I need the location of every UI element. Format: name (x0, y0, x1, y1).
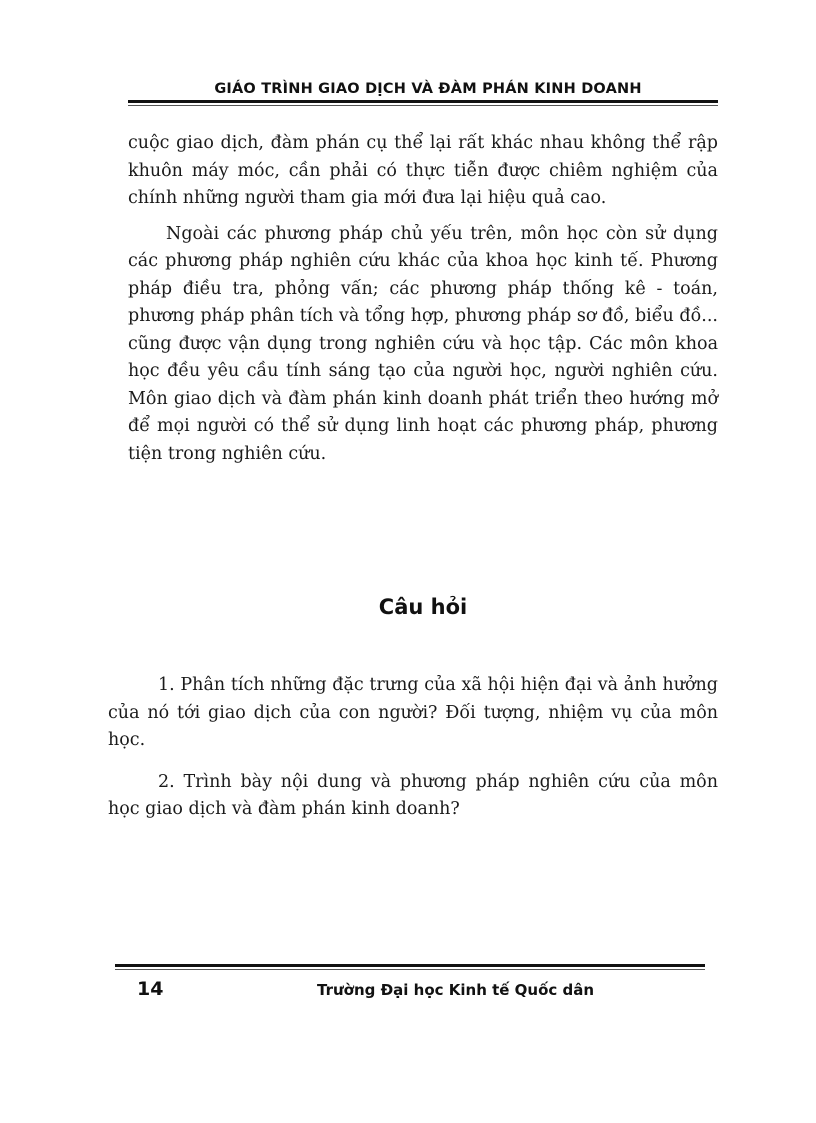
footer-school-name: Trường Đại học Kinh tế Quốc dân (317, 981, 595, 999)
header-rule (128, 100, 718, 103)
page-header (128, 80, 718, 106)
questions-list (108, 672, 718, 838)
page-number: 14 (137, 978, 164, 1000)
header-rule-thin (128, 105, 718, 106)
question-item: 1. Phân tích những đặc trưng của xã hội hiện đại và ảnh hưởng của nó tới giao dịch của con người? Đối tượng, nhiệm vụ của môn học. (108, 675, 718, 750)
paragraph: Ngoài các phương pháp chủ yếu trên, môn học còn sử dụng các phương pháp nghiên cứu khác của khoa học kinh tế. Phương pháp điều tra, phỏng vấn; các phương pháp thống kê - toán, phương pháp phân tích và tổng hợp, phương pháp sơ đồ, biểu đồ... cũng được vận dụng trong nghiên cứu và học tập. Các môn khoa học đều yêu cầu tính sáng tạo của người học, người nghiên cứu. Môn giao dịch và đàm phán kinh doanh phát triển theo hướng mở để mọi người có thể sử dụng linh hoạt các phương pháp, phương tiện trong nghiên cứu. (128, 223, 718, 464)
page-footer (115, 964, 705, 1000)
question-item: 2. Trình bày nội dung và phương pháp nghiên cứu của môn học giao dịch và đàm phán kinh doanh? (108, 771, 718, 819)
paragraph-continued: cuộc giao dịch, đàm phán cụ thể lại rất khác nhau không thể rập khuôn máy móc, cần phải có thực tiễn được chiêm nghiệm của chính những người tham gia mới đưa lại hiệu quả cao. (128, 133, 718, 208)
footer-rule-thin (115, 969, 705, 970)
book-title: GIÁO TRÌNH GIAO DỊCH VÀ ĐÀM PHÁN KINH DOANH (214, 81, 642, 97)
body-text (128, 130, 718, 468)
section-heading: Câu hỏi (378, 595, 468, 619)
footer-rule (115, 964, 705, 967)
